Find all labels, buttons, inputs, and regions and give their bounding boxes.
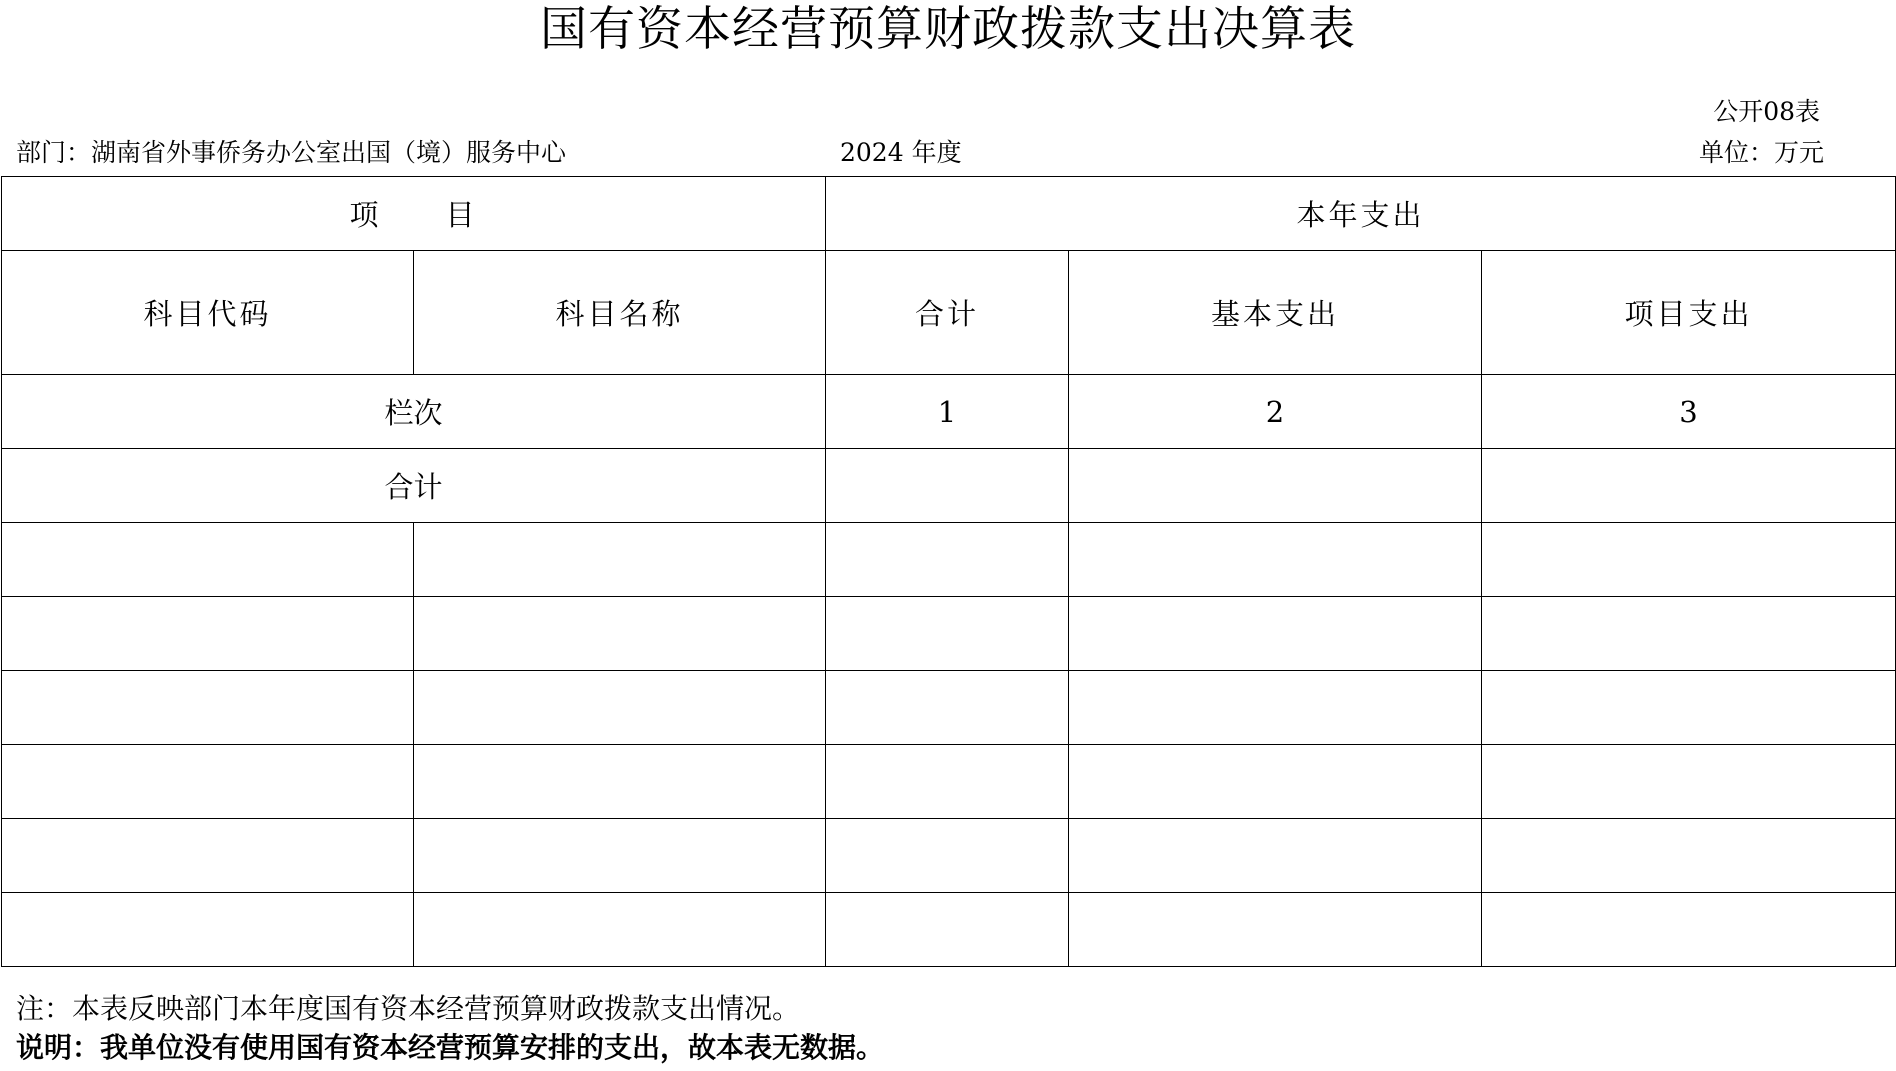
table-cell	[414, 597, 826, 671]
department-label: 部门：湖南省外事侨务办公室出国（境）服务中心	[16, 138, 567, 167]
page-title: 国有资本经营预算财政拨款支出决算表	[540, 2, 1356, 57]
table-cell	[1482, 893, 1896, 967]
table-cell	[2, 523, 414, 597]
currency-unit: 单位：万元	[1698, 138, 1824, 167]
column-index-row	[2, 375, 1896, 449]
table-cell	[1069, 523, 1482, 597]
table-row	[2, 893, 1896, 967]
table-row	[2, 597, 1896, 671]
table-cell	[1069, 671, 1482, 745]
table-cell	[826, 523, 1069, 597]
table-cell	[1069, 597, 1482, 671]
table-subheader-row	[2, 251, 1896, 375]
table-cell	[1482, 819, 1896, 893]
table-row	[2, 671, 1896, 745]
table-cell	[1482, 597, 1896, 671]
table-row	[2, 745, 1896, 819]
form-number: 公开08表	[1713, 97, 1820, 126]
table-cell	[1482, 671, 1896, 745]
total-row	[2, 449, 1896, 523]
table-cell	[2, 671, 414, 745]
table-cell	[1482, 523, 1896, 597]
table-cell	[1482, 745, 1896, 819]
column-index-label: 栏次	[2, 375, 826, 449]
table-cell	[414, 893, 826, 967]
table-cell	[2, 745, 414, 819]
column-index-3: 3	[1482, 375, 1896, 449]
fiscal-year: 2024 年度	[840, 138, 962, 167]
total-sum-cell	[826, 449, 1069, 523]
header-current-year-expense: 本年支出	[826, 177, 1896, 251]
total-basic-cell	[1069, 449, 1482, 523]
table-cell	[414, 819, 826, 893]
table-cell	[826, 745, 1069, 819]
table-cell	[414, 671, 826, 745]
header-item: 项 目	[2, 177, 826, 251]
subheader-subject-code: 科目代码	[2, 251, 414, 375]
table-cell	[414, 745, 826, 819]
table-cell	[1069, 745, 1482, 819]
table-cell	[2, 597, 414, 671]
table-cell	[826, 597, 1069, 671]
table-row	[2, 523, 1896, 597]
table-cell	[826, 671, 1069, 745]
expenditure-table	[1, 176, 1896, 967]
table-cell	[826, 893, 1069, 967]
table-cell	[826, 819, 1069, 893]
table-cell	[2, 819, 414, 893]
table-cell	[1069, 819, 1482, 893]
subheader-basic-expense: 基本支出	[1069, 251, 1482, 375]
total-project-cell	[1482, 449, 1896, 523]
table-cell	[414, 523, 826, 597]
total-label: 合计	[2, 449, 826, 523]
table-header-row	[2, 177, 1896, 251]
table-cell	[2, 893, 414, 967]
column-index-1: 1	[826, 375, 1069, 449]
table-row	[2, 819, 1896, 893]
table-cell	[1069, 893, 1482, 967]
table-note: 注：本表反映部门本年度国有资本经营预算财政拨款支出情况。	[16, 992, 801, 1025]
table-explanation: 说明：我单位没有使用国有资本经营预算安排的支出，故本表无数据。	[16, 1031, 885, 1064]
column-index-2: 2	[1069, 375, 1482, 449]
subheader-total: 合计	[826, 251, 1069, 375]
subheader-project-expense: 项目支出	[1482, 251, 1896, 375]
subheader-subject-name: 科目名称	[414, 251, 826, 375]
